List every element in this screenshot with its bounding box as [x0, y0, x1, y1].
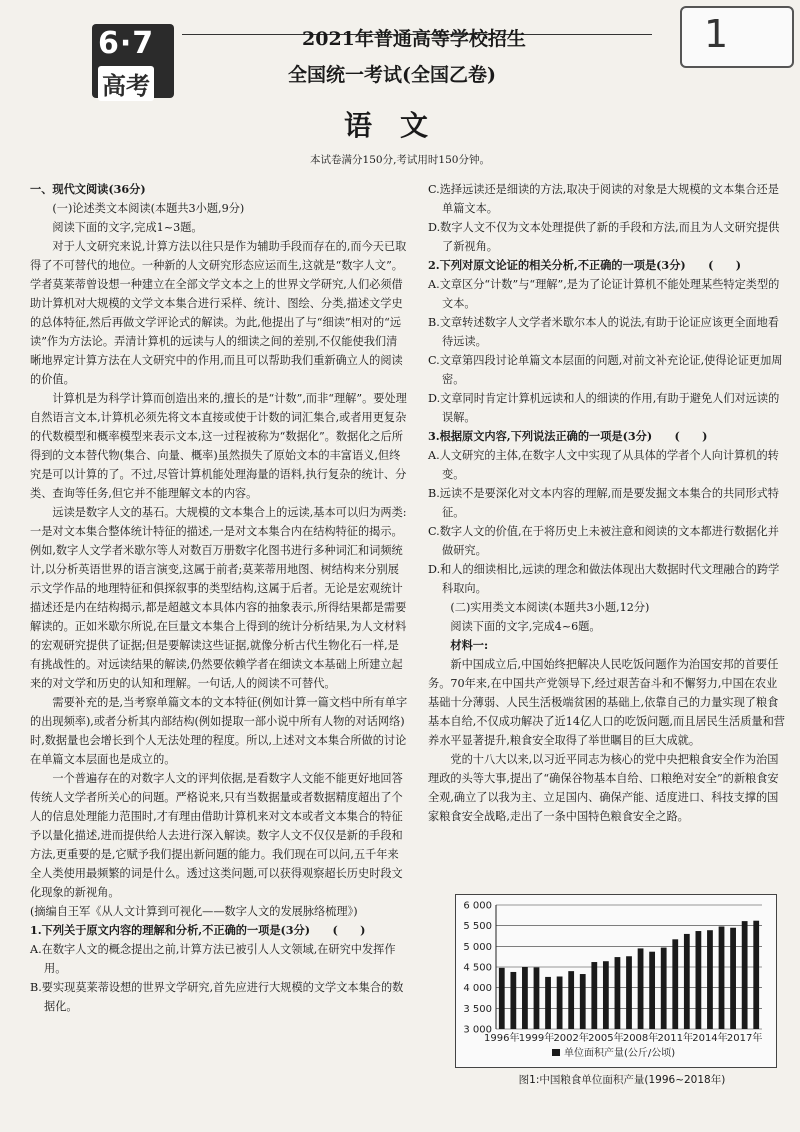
x-tick-label: 2017年: [726, 1033, 763, 1044]
left-column: [30, 180, 408, 1016]
right-col-para: C.选择远读还是细读的方法,取决于阅读的对象是大规模的文本集合还是单篇文本。: [428, 183, 779, 215]
chart-svg: [456, 895, 776, 1067]
bar: [557, 977, 563, 1029]
x-tick-label: 2011年: [657, 1033, 693, 1044]
x-tick-label: 2008年: [622, 1033, 659, 1044]
bar: [626, 956, 632, 1029]
x-tick-label: 2005年: [588, 1033, 624, 1044]
exam-note: 本试卷满分150分,考试用时150分钟。: [310, 154, 490, 166]
right-col-para: D.数字人文不仅为文本处理提供了新的手段和方法,而且为人文研究提供了新视角。: [428, 221, 780, 253]
y-tick-label: 4 500: [463, 962, 492, 974]
y-tick-label: 5 500: [463, 921, 492, 933]
right-col-para: D.文章同时肯定计算机远读和人的细读的作用,有助于避免人们对远读的误解。: [428, 392, 780, 424]
exam-header: [92, 6, 692, 102]
y-tick-label: 6 000: [463, 900, 492, 912]
bar: [707, 930, 713, 1029]
bar: [742, 921, 748, 1029]
bar: [580, 974, 586, 1029]
right-col-para: 3.根据原文内容,下列说法正确的一项是(3分) ( ): [428, 429, 708, 443]
right-col-para: A.文章区分“计数”与“理解”,是为了论证计算机不能处理某些特定类型的文本。: [428, 278, 780, 310]
logo-number: 6·7: [98, 26, 155, 61]
left-col-para: 计算机是为科学计算而创造出来的,擅长的是“计数”,而非“理解”。要处理自然语言文本,计算机必须先将文本直接或使于计数的词汇集合,或者用更复杂的代数模型和概率模型来表示文本,这一过程被称为“数据化”。数据化之后所得到的文本替代物(集合、向量、概率)虽然损失了原始文本的丰富语义,但终究是可以计算的了。不过,尽管计算机能处理海量的语料,执行复杂的统计、分类、查询等任务,但它并不能理解文本的内容。: [30, 392, 407, 500]
bar: [534, 967, 540, 1029]
page-mark-box: [680, 6, 794, 68]
x-tick-label: 2014年: [692, 1033, 728, 1044]
bar: [603, 961, 609, 1029]
right-col-para: (二)实用类文本阅读(本题共3小题,12分): [450, 601, 650, 614]
y-tick-label: 3 000: [463, 1024, 492, 1036]
bar: [649, 952, 655, 1029]
brand-logo: [92, 24, 174, 98]
bar: [568, 971, 574, 1029]
grain-yield-chart: [455, 894, 777, 1068]
subject-title: 语文: [343, 109, 456, 142]
bar: [672, 939, 678, 1029]
left-col-para: B.要实现莫莱蒂设想的世界文学研究,首先应进行大规模的文学文本集合的数据化。: [30, 981, 404, 1013]
exam-title-line1: 2021年普通高等学校招生: [302, 28, 526, 50]
right-col-para: B.文章转述数字人文学者米歇尔本人的说法,有助于论证应该更全面地看待远读。: [428, 316, 779, 348]
right-col-para: B.远读不是要深化对文本内容的理解,而是要发掘文本集合的共同形式特征。: [428, 487, 779, 519]
left-col-para: 远读是数字人文的基石。大规模的文本集合上的远读,基本可以归为两类:一是对文本集合整体统计特征的描述,一是对文本集合内在结构特征的揭示。例如,数字人文学者米歇尔等人对数百万册数字化图书进行多种词汇和词频统计,以分析英语世界的语言演变,这属于前者;莫莱蒂用地图、树结构来分别展示文学作品的地理特征和俱探叙事的类型结构,这属于后者。无论是宏观统计描述还是内在结构揭示,都是超越文本具体内容的抽象表示,所得结果都是需要解读的。正如米歇尔所说,在巨量文本集合上得到的统计分析结果,为人文材料的宏观研究提供了证据;但是要解读这些证据,就像分析古代生物化石一样,是有挑战性的。对远读结果的解读,仍然要依赖学者在细读文本基础上所建立起来的对文学和历史的认知和理解。一句话,人的阅读不可替代。: [30, 506, 407, 690]
right-col-para: A.人文研究的主体,在数字人文中实现了从具体的学者个人向计算机的转变。: [428, 449, 779, 481]
chart-caption: 图1:中国粮食单位面积产量(1996~2018年): [518, 1074, 726, 1086]
bar: [753, 921, 759, 1029]
x-tick-label: 1996年: [484, 1033, 520, 1044]
right-col-para: C.数字人文的价值,在于将历史上未被注意和阅读的文本都进行数据化并做研究。: [428, 525, 779, 557]
x-tick-label: 1999年: [518, 1033, 555, 1044]
legend-swatch: [552, 1049, 560, 1056]
exam-title-line2: 全国统一考试(全国乙卷): [288, 64, 496, 86]
left-col-para: 对于人文研究来说,计算方法以往只是作为辅助手段而存在的,而今天已取得了不可替代的地位。一种新的人文研究形态应运而生,这就是“数字人文”。学者莫莱蒂曾设想一种建立在全部文学文本之上的世界文学研究,人们必须借助计算机对大规模的文学文本集合进行采样、统计、图绘、分类,描述文学史的总体特征,然后再做文学评论式的解读。为此,他提出了与“细读”相对的“远读”作为方法论。弄清计算机的远读与人的细读之间的差别,不仅能使我们清晰地界定计算方法在人文研究中的作用,而且可以帮助我们重新确立人的阅读的价值。: [30, 240, 407, 386]
bar: [591, 962, 597, 1029]
right-col-para: 新中国成立后,中国始终把解决人民吃饭问题作为治国安邦的首要任务。70年来,在中国共产党领导下,经过艰苦奋斗和不懈努力,中国在农业基础十分薄弱、人民生活极端贫困的基础上,依靠自己的力量实现了粮食基本自给,不仅成功解决了近14亿人口的吃饭问题,而且居民生活质量和营养水平显著提升,粮食安全取得了举世瞩目的巨大成就。: [428, 658, 785, 747]
bar: [522, 967, 528, 1029]
bar: [510, 972, 516, 1029]
right-col-para: C.文章第四段讨论单篇文本层面的问题,对前文补充论证,使得论证更加周密。: [428, 354, 783, 386]
left-col-para: 一、现代文阅读(36分): [30, 182, 146, 196]
right-col-para: 材料一:: [450, 638, 489, 652]
left-col-para: 一个普遍存在的对数字人文的评判依据,是看数字人文能不能更好地回答传统人文学者所关心的问题。严格说来,只有当数据量或者数据精度超出了个人的信息处理能力范围时,才有理由借助计算机来对文本或者文本集合的特征予以量化描述,进而提供给人去进行深入解读。数字人文不仅仅是新的手段和方法,更重要的是,它赋予我们提出新问题的能力。我们现在可以问,五千年来全人类使用最频繁的词是什么。透过这类问题,可以获得观察超长历史时段文化现象的新视角。: [30, 772, 403, 899]
left-col-para: 需要补充的是,当考察单篇文本的文本特征(例如计算一篇文档中所有单字的出现频率),或者分析其内部结构(例如提取一部小说中所有人物的对话网络)时,数据量也会增长到个人无法处理的程度。所以,上述对文本集合所做的讨论在单篇文本层面也是成立的。: [30, 696, 408, 766]
bar: [696, 931, 702, 1029]
y-tick-label: 5 000: [463, 941, 492, 953]
bar: [684, 934, 690, 1029]
bar: [615, 957, 621, 1029]
bar: [499, 968, 505, 1029]
logo-text: 高考: [98, 66, 154, 101]
bar: [638, 948, 644, 1029]
bar: [661, 948, 667, 1029]
right-col-para: D.和人的细读相比,远读的理念和做法体现出大数据时代文理融合的跨学科取向。: [428, 563, 780, 595]
left-col-para: 阅读下面的文字,完成1~3题。: [52, 221, 203, 234]
y-tick-label: 3 500: [463, 1003, 492, 1015]
bar: [719, 926, 725, 1029]
legend-label: 单位面积产量(公斤/公顷): [564, 1048, 676, 1059]
bar: [545, 977, 551, 1029]
left-col-para: 1.下列关于原文内容的理解和分析,不正确的一项是(3分) ( ): [30, 923, 366, 937]
left-col-para: A.在数字人文的概念提出之前,计算方法已被引人人文领域,在研究中发挥作用。: [30, 943, 396, 975]
right-column: [428, 180, 788, 826]
x-tick-label: 2002年: [553, 1033, 589, 1044]
right-col-para: 阅读下面的文字,完成4~6题。: [450, 620, 601, 633]
right-col-para: 2.下列对原文论证的相关分析,不正确的一项是(3分) ( ): [428, 258, 742, 272]
right-col-para: 党的十八大以来,以习近平同志为核心的党中央把粮食安全作为治国理政的头等大事,提出了“确保谷物基本自给、口粮绝对安全”的新粮食安全观,确立了以我为主、立足国内、确保产能、适度进口、科技支撑的国家粮食安全战略,走出了一条中国特色粮食安全之路。: [428, 753, 779, 823]
page-mark: 1: [704, 12, 729, 56]
left-col-para: (一)论述类文本阅读(本题共3小题,9分): [52, 202, 245, 215]
y-tick-label: 4 000: [463, 983, 492, 995]
left-col-para: (摘编自王军《从人文计算到可视化——数字人文的发展脉络梳理》): [30, 905, 358, 918]
bar: [730, 928, 736, 1029]
